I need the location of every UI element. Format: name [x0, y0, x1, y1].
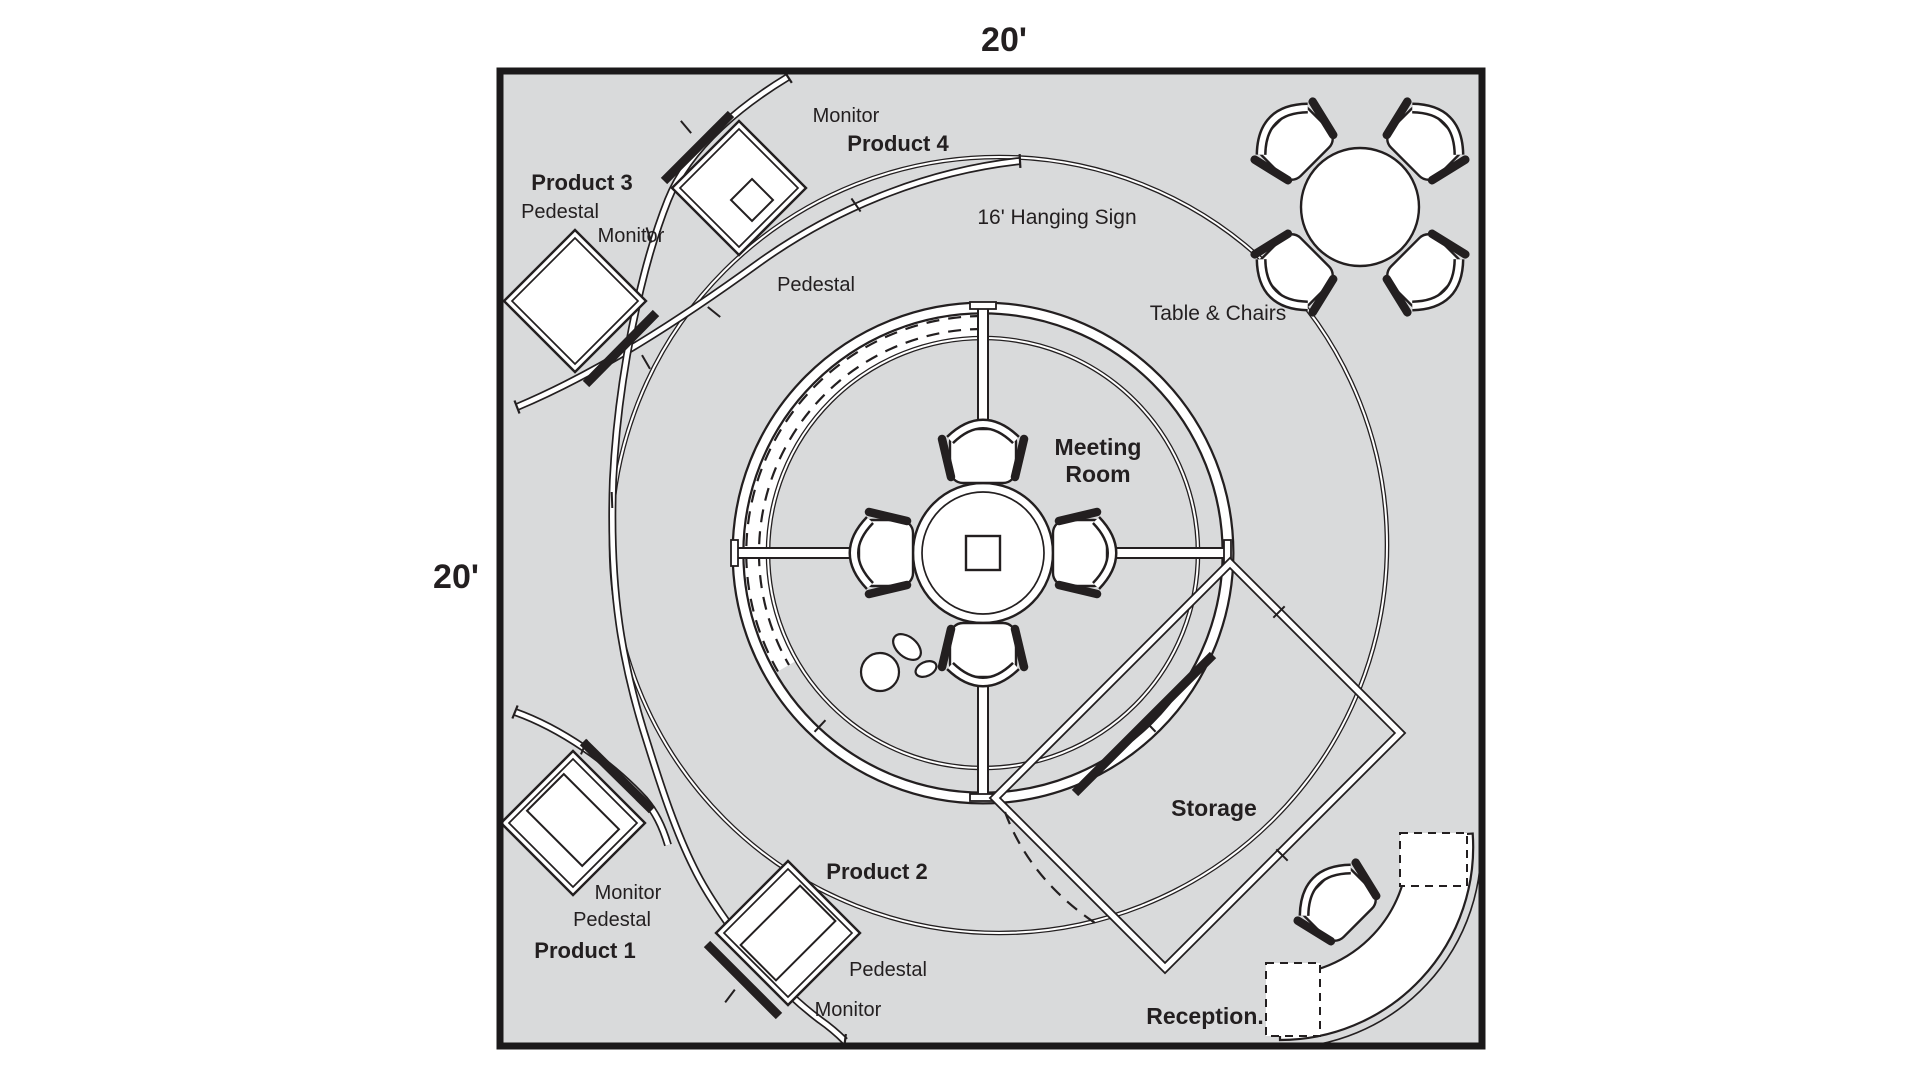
hanging-sign-label: 16' Hanging Sign — [977, 206, 1137, 229]
round-table — [1301, 148, 1419, 266]
meeting-room-label: Meeting — [1054, 434, 1142, 460]
product3-pedestal-label: Pedestal — [521, 201, 599, 223]
product4-label: Product 4 — [847, 131, 949, 156]
overhead-shelf-dashed — [1400, 833, 1467, 886]
table-chairs-label: Table & Chairs — [1149, 302, 1287, 325]
reception-label: Reception. — [1146, 1003, 1264, 1029]
dimension-label-left: 20' — [433, 558, 479, 596]
product3-label: Product 3 — [531, 170, 633, 195]
product3-monitor-label: Monitor — [597, 225, 665, 247]
meeting-room-label: Room — [1065, 461, 1131, 487]
product2-monitor-label: Monitor — [814, 999, 882, 1021]
overhead-shelf-dashed — [1266, 963, 1320, 1036]
product1-monitor-label: Monitor — [594, 882, 662, 904]
product4-monitor-label: Monitor — [812, 105, 880, 127]
chair-icon — [1053, 512, 1112, 594]
product2-pedestal-label: Pedestal — [849, 959, 927, 981]
chair-icon — [854, 512, 913, 594]
cross-center-post — [966, 536, 1000, 570]
product1-label: Product 1 — [534, 938, 636, 963]
chair-icon — [942, 623, 1024, 682]
meeting-room — [731, 302, 1231, 801]
product1-pedestal-label: Pedestal — [573, 909, 651, 931]
chair-icon — [942, 424, 1024, 483]
storage-label: Storage — [1171, 795, 1257, 821]
product4-pedestal-label: Pedestal — [777, 274, 855, 296]
dimension-label-top: 20' — [981, 21, 1027, 59]
product2-label: Product 2 — [826, 859, 928, 884]
